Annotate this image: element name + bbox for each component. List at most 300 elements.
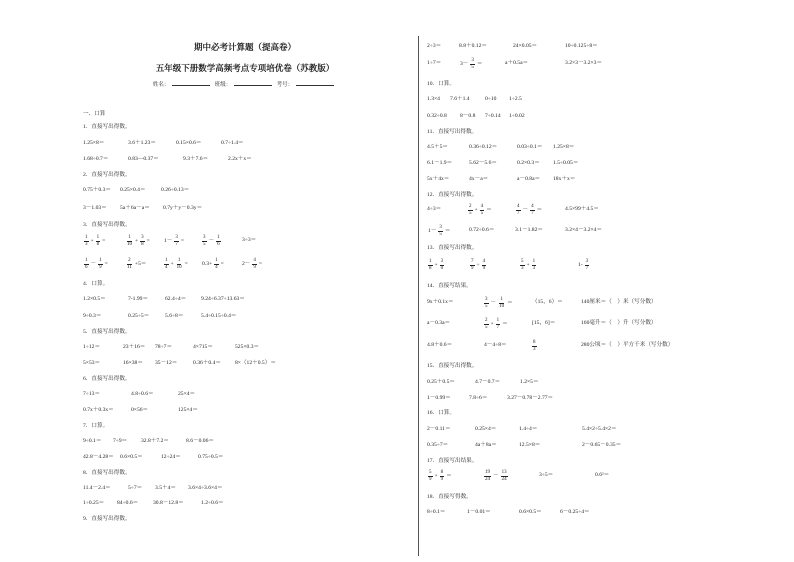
fraction xyxy=(252,258,257,270)
question-title xyxy=(427,243,477,253)
operator: +5＝ xyxy=(134,261,147,268)
question-title-text: 18．直接写得数。 xyxy=(427,494,472,500)
denominator: 3 xyxy=(532,265,536,271)
expression: 25×4＝ xyxy=(178,391,196,397)
fraction-expression xyxy=(427,225,452,237)
expression: 30.8－12.8＝ xyxy=(153,500,184,506)
question-title-text: 17．直接写出结果。 xyxy=(427,458,478,464)
fraction-expression xyxy=(459,58,484,70)
numerator: 5 xyxy=(521,259,524,264)
fraction xyxy=(530,204,535,216)
numerator: 4 xyxy=(480,204,484,209)
expression: 4.5×99＋4.5＝ xyxy=(565,206,599,212)
fraction xyxy=(480,204,485,216)
conversion-question: 140厘米＝（ ）米（写分数） xyxy=(581,299,657,305)
numerator: 2 xyxy=(485,318,488,323)
expression: 7÷13＝ xyxy=(83,391,101,397)
operator: + xyxy=(490,321,494,328)
question-title xyxy=(83,170,131,180)
denominator: 10 xyxy=(499,303,505,309)
question-title-text: 13．直接写出得数。 xyxy=(427,245,478,251)
denominator: 24 xyxy=(485,476,490,482)
denominator: 7 xyxy=(531,210,534,216)
numerator: 2 xyxy=(128,258,131,263)
fraction xyxy=(532,259,537,271)
operator: ＝ xyxy=(486,207,492,214)
question-title xyxy=(427,361,477,371)
fraction xyxy=(482,259,487,271)
fraction xyxy=(501,470,508,482)
numerator: 3 xyxy=(585,259,589,264)
expression: 3.6×4÷3.6×4＝ xyxy=(188,485,223,491)
expression: 0.7÷1.4＝ xyxy=(221,140,244,146)
numerator: 1 xyxy=(85,235,88,240)
operator: + xyxy=(90,238,94,245)
expression: 0.6×0.5＝ xyxy=(519,509,542,515)
question-title xyxy=(83,374,131,384)
exam-number-blank[interactable] xyxy=(296,80,334,86)
question-title-text: 14．直接写结果。 xyxy=(427,283,472,289)
expression: 5×53＝ xyxy=(83,360,101,366)
expression: 1.3×4 xyxy=(427,96,440,102)
fraction xyxy=(216,235,221,247)
denominator: 6 xyxy=(217,241,220,247)
expression: 0.32÷0.8 xyxy=(427,113,447,119)
numerator: 8 xyxy=(440,470,444,475)
fraction xyxy=(484,297,489,309)
fraction xyxy=(520,259,525,271)
operator: － xyxy=(490,300,497,307)
expression: 1÷12＝ xyxy=(83,344,101,350)
question-title-text: 12．直接写出得数。 xyxy=(427,192,478,198)
operator: 0.3+ xyxy=(202,261,213,268)
fraction-expression xyxy=(241,235,257,245)
question-title-text: 1．直接写出得数。 xyxy=(83,124,131,130)
denominator: 9 xyxy=(429,476,432,482)
expression: 9÷0.1＝ xyxy=(83,438,102,444)
expression: 1.2×5＝ xyxy=(520,379,539,385)
expression: 4.7－0.7＝ xyxy=(475,379,501,385)
expression: 0.03÷0.1＝ xyxy=(517,144,543,150)
denominator: 4 xyxy=(165,264,168,270)
operator: + xyxy=(434,262,438,269)
operator: = xyxy=(146,238,150,245)
expression: 3.1－1.82＝ xyxy=(515,227,543,233)
question-title-text: 2．直接写出得数。 xyxy=(83,172,131,178)
numerator: 1 xyxy=(99,258,102,263)
expression: 2÷3＝ xyxy=(427,43,442,49)
fraction xyxy=(585,259,590,271)
denominator: 7 xyxy=(496,324,500,330)
numerator: 19 xyxy=(485,470,490,475)
operator: ÷ xyxy=(476,262,480,269)
class-blank[interactable] xyxy=(234,80,272,86)
numerator: 3 xyxy=(175,235,178,240)
fraction xyxy=(532,340,537,352)
expression: 3.6＋1.23＝ xyxy=(128,140,156,146)
fraction-expression xyxy=(241,258,263,270)
expression: 4x－a＝ xyxy=(469,176,489,182)
fraction xyxy=(440,259,445,271)
expression: 24×0.05＝ xyxy=(513,43,538,49)
operator: = xyxy=(102,238,106,245)
expression: 5a＋6a－a＝ xyxy=(120,205,150,211)
question-title-text: 4．口算。 xyxy=(83,281,109,287)
numerator: 4 xyxy=(482,259,486,264)
expression: a－0.3a＝ xyxy=(427,320,451,326)
operator: ＝ xyxy=(476,61,483,68)
worksheet-title: 期中必考计算题（提高卷） xyxy=(193,42,296,52)
fraction xyxy=(140,235,145,247)
question-title xyxy=(83,514,131,524)
question-title xyxy=(83,468,131,478)
expression: 3.5＋4＝ xyxy=(155,485,176,491)
expression: 0.25×0.4＝ xyxy=(120,187,146,193)
expression: 0.75÷0.5＝ xyxy=(198,454,224,460)
expression: 1.68÷0.7＝ xyxy=(83,156,109,162)
denominator: 5 xyxy=(485,324,488,330)
expression-text: （15，6）＝ xyxy=(532,299,563,305)
expression: 18x＋x＝ xyxy=(553,176,576,182)
expression: 2.2x＋x＝ xyxy=(228,156,252,162)
expression: 3.2×3－3.2×3＝ xyxy=(565,60,603,66)
expression: 84÷0.6＝ xyxy=(117,500,139,506)
fraction xyxy=(484,470,491,482)
expression: 11.4－2.4＝ xyxy=(83,485,111,491)
fraction xyxy=(84,235,89,247)
fraction xyxy=(428,470,433,482)
numerator: 8 xyxy=(533,340,536,345)
fraction xyxy=(496,318,501,330)
operator: 2－ xyxy=(242,261,251,268)
expression: 1.25×8＝ xyxy=(83,140,105,146)
expression: 23＋16＝ xyxy=(123,344,146,350)
question-title-text: 3．直接写出得数。 xyxy=(83,222,131,228)
class-label: 班级： xyxy=(214,82,232,88)
denominator: 7 xyxy=(175,241,178,247)
expression: 16×38＝ xyxy=(123,360,143,366)
expression: 125×4＝ xyxy=(178,407,198,413)
expression: 0.75＋0.3＝ xyxy=(83,187,111,193)
expression: 4.8÷0.6＝ xyxy=(131,391,154,397)
question-title xyxy=(427,408,455,418)
expression: 7.6＋1.4 xyxy=(450,96,470,102)
operator: = xyxy=(180,238,185,245)
operator: = xyxy=(258,261,263,268)
question-title-text: 16．口算。 xyxy=(427,410,455,416)
expression: 5.6÷8＝ xyxy=(165,313,184,319)
conversion-question: 160毫升＝（ ）升（写分数） xyxy=(581,320,657,326)
fraction-expression xyxy=(83,258,109,270)
fraction-expression xyxy=(519,259,537,271)
conversion-question: 280公顷＝（ ）平方千米（写分数） xyxy=(581,342,674,348)
fraction-expression xyxy=(577,259,590,271)
expression: 3.2×4－3.2×4＝ xyxy=(565,227,603,233)
question-title xyxy=(427,456,477,466)
numerator: 1 xyxy=(177,258,181,263)
denominator: 5 xyxy=(439,231,442,237)
fraction-expression xyxy=(125,235,151,247)
expression: 0.25×4＝ xyxy=(475,426,497,432)
numerator: 3 xyxy=(141,235,144,240)
denominator: 4 xyxy=(215,264,218,270)
fraction xyxy=(440,470,445,482)
numerator: 3 xyxy=(471,58,474,63)
expression: 1.2÷0.6＝ xyxy=(201,500,224,506)
expression: 7÷9＝ xyxy=(113,438,128,444)
denominator: 6 xyxy=(85,264,88,270)
fraction xyxy=(84,258,89,270)
expression: 4.8＋0.6＝ xyxy=(427,342,453,348)
expression: 0.6²＝ xyxy=(595,472,610,478)
numerator: 3 xyxy=(439,225,442,230)
operator: + xyxy=(526,262,530,269)
numerator: 1 xyxy=(165,258,168,263)
fraction xyxy=(516,204,521,216)
fraction xyxy=(214,258,219,270)
question-title xyxy=(427,79,455,89)
operator: － xyxy=(522,207,529,214)
denominator: 11 xyxy=(127,264,132,270)
expression: 7÷0.14 xyxy=(485,113,501,119)
question-title xyxy=(427,127,477,137)
operator: 1－ xyxy=(428,228,437,235)
expression: 1÷2.5 xyxy=(509,96,522,102)
expression: 6.1－1.9＝ xyxy=(427,160,453,166)
expression: 0.2×0.3＝ xyxy=(517,160,540,166)
expression: 1－0.01＝ xyxy=(467,509,491,515)
fraction xyxy=(176,258,183,270)
fraction xyxy=(438,225,443,237)
fraction-expression xyxy=(469,259,487,271)
expression: 8.8＋0.12＝ xyxy=(459,43,487,49)
operator: － xyxy=(90,261,97,268)
numerator: 1 xyxy=(96,235,100,240)
numerator: 1 xyxy=(217,235,220,240)
denominator: 10 xyxy=(127,241,132,247)
expression: 1.2×0.5＝ xyxy=(83,296,106,302)
denominator: 8 xyxy=(141,241,144,247)
operator: － xyxy=(493,473,499,480)
fraction xyxy=(96,235,101,247)
expression: 6－0.25÷4＝ xyxy=(560,509,590,515)
expression: 8×（12＋0.5）＝ xyxy=(235,360,276,366)
expression: 42.8－4.28＝ xyxy=(83,454,114,460)
expression: 0.36÷0.12＝ xyxy=(469,144,498,150)
fraction-expression xyxy=(163,235,185,247)
question-title-text: 8．直接写出得数。 xyxy=(83,470,131,476)
question-title-text: 9．直接写出得数。 xyxy=(83,516,131,522)
fraction-expression xyxy=(125,258,147,270)
fraction-expression xyxy=(483,470,509,482)
operator: 1－ xyxy=(164,238,173,245)
fraction xyxy=(126,235,133,247)
numerator: 1 xyxy=(215,258,218,263)
question-title-text: 5．直接写出得数。 xyxy=(83,329,131,335)
fraction xyxy=(98,258,103,270)
operator: 3－ xyxy=(460,61,469,68)
expression: 9.3＋7.6＝ xyxy=(183,156,209,162)
expression: 0.15×0.6＝ xyxy=(176,140,202,146)
fraction xyxy=(484,318,489,330)
column-divider xyxy=(418,36,419,556)
denominator: 5 xyxy=(480,210,484,216)
expression: 0.6×0.5＝ xyxy=(120,454,143,460)
expression: 5x＋4x＝ xyxy=(427,176,450,182)
numerator: 3 xyxy=(485,297,488,302)
expression: 5.4×2÷5.4×2＝ xyxy=(582,426,617,432)
numerator: 1 xyxy=(532,259,536,264)
expression: 0.72÷0.6＝ xyxy=(469,227,495,233)
operator: + xyxy=(434,473,438,480)
denominator: 5 xyxy=(203,241,206,247)
expression xyxy=(531,318,556,328)
expression: 4×715＝ xyxy=(193,344,213,350)
numerator: 1 xyxy=(429,259,432,264)
fraction-expression xyxy=(83,235,106,247)
expression: 0.83—0.37＝ xyxy=(128,156,159,162)
fraction xyxy=(428,259,433,271)
denominator: 5 xyxy=(469,210,472,216)
expression: 32.8＋7.2＝ xyxy=(141,438,169,444)
question-title-text: 6．直接写出得数。 xyxy=(83,376,131,382)
expression: 4.5＋5＝ xyxy=(427,144,448,150)
expression: 0÷10 xyxy=(485,96,497,102)
expression-text: 3÷3＝ xyxy=(242,237,257,243)
fraction xyxy=(470,259,475,271)
operator: 1- xyxy=(578,262,583,269)
section-heading xyxy=(83,109,105,119)
expression: a＋0.5a＝ xyxy=(505,60,529,66)
fraction xyxy=(470,58,475,70)
expression: 0.7y＋y－0.3y＝ xyxy=(163,205,203,211)
expression: 525×0.3＝ xyxy=(235,344,260,350)
numerator: 5 xyxy=(429,470,432,475)
expression: 8÷0.1＝ xyxy=(427,509,446,515)
expression xyxy=(531,340,538,352)
denominator: 9 xyxy=(440,476,444,482)
expression: 9÷0.3＝ xyxy=(83,313,102,319)
operator: ＝ xyxy=(507,300,513,307)
denominator: 3 xyxy=(85,241,88,247)
numerator: 1 xyxy=(500,297,503,302)
numerator: 7 xyxy=(471,259,474,264)
denominator: 9 xyxy=(253,264,256,270)
expression: 8.6－0.06＝ xyxy=(186,438,214,444)
expression: 0.36＋0.4＝ xyxy=(193,360,221,366)
denominator: 9 xyxy=(482,265,486,271)
expression: 78÷7＝ xyxy=(155,344,173,350)
operator: 4－4÷8＝ xyxy=(484,342,507,348)
worksheet-subtitle: 五年级下册数学高频考点专项培优卷（苏教版） xyxy=(155,63,335,73)
denominator: 9 xyxy=(471,265,474,271)
expression: 8－0.8 xyxy=(460,113,476,119)
denominator: 10 xyxy=(176,264,182,270)
question-title xyxy=(427,492,472,502)
fraction-expression xyxy=(483,340,508,350)
numerator: 3 xyxy=(440,259,444,264)
expression: 62.4÷4＝ xyxy=(165,296,187,302)
expression: 0.25＋0.5＝ xyxy=(427,379,455,385)
fraction xyxy=(468,204,473,216)
numerator: 4 xyxy=(531,204,534,209)
expression: 5.62－5.6＝ xyxy=(469,160,497,166)
denominator: 7 xyxy=(585,265,589,271)
numerator: 3 xyxy=(203,235,206,240)
expression: 3÷5＝ xyxy=(539,472,554,478)
fraction xyxy=(174,235,179,247)
expression: 5÷7＝ xyxy=(128,485,143,491)
question-title xyxy=(427,190,477,200)
question-title xyxy=(83,327,131,337)
name-blank[interactable] xyxy=(172,80,210,86)
question-title xyxy=(83,421,108,431)
expression: 0.25÷5＝ xyxy=(128,313,150,319)
expression: 4a＋8a＝ xyxy=(475,442,497,448)
expression: 0.26÷0.13＝ xyxy=(161,187,190,193)
numerator: 2 xyxy=(469,204,472,209)
numerator: 4 xyxy=(517,204,520,209)
question-title-text: 15．直接写出得数。 xyxy=(427,363,478,369)
question-title xyxy=(427,281,472,291)
operator: + xyxy=(135,238,139,245)
question-title-text: 10．口算。 xyxy=(427,81,455,87)
fraction-expression xyxy=(201,235,222,247)
operator: ＝ xyxy=(444,228,451,235)
question-title xyxy=(83,220,131,230)
expression: 10÷0.125÷8＝ xyxy=(565,43,598,49)
operator: + xyxy=(170,261,174,268)
expression: 2－0.65－0.35＝ xyxy=(582,442,622,448)
denominator: 8 xyxy=(96,241,100,247)
student-info-line xyxy=(80,80,410,88)
expression: 35－12＝ xyxy=(155,360,178,366)
expression: 1÷0.02 xyxy=(509,113,525,119)
numerator: 1 xyxy=(496,318,500,323)
expression: 0.35÷7＝ xyxy=(427,442,449,448)
fraction-expression xyxy=(467,204,493,216)
expression: 1÷7＝ xyxy=(427,60,442,66)
denominator: 5 xyxy=(471,64,474,70)
fraction-expression xyxy=(201,258,225,270)
expression: 1.25×8＝ xyxy=(553,144,575,150)
expression-text: [15，6]＝ xyxy=(532,320,556,326)
expression: 7.8÷6＝ xyxy=(469,395,488,401)
expression: 4÷3＝ xyxy=(427,206,442,212)
expression: a－0.8a＝ xyxy=(517,176,541,182)
question-title-text: 一、口算 xyxy=(83,111,106,117)
denominator: 3 xyxy=(521,265,524,271)
fraction-expression xyxy=(427,259,445,271)
fraction xyxy=(498,297,505,309)
denominator: 24 xyxy=(501,476,507,482)
numerator: 1 xyxy=(128,235,131,240)
expression: 7-1.99＝ xyxy=(128,296,149,302)
numerator: 4 xyxy=(253,258,256,263)
expression: 3.27－0.78－2.77＝ xyxy=(507,395,554,401)
operator: + xyxy=(474,207,478,214)
fraction xyxy=(126,258,133,270)
fraction xyxy=(202,235,207,247)
question-title-text: 7．口算。 xyxy=(83,423,109,429)
expression: 1.5÷0.05＝ xyxy=(553,160,579,166)
denominator: 3 xyxy=(533,346,536,352)
operator: = xyxy=(220,261,224,268)
expression: 12÷24＝ xyxy=(161,454,181,460)
operator: = xyxy=(184,261,188,268)
operator: － xyxy=(208,238,215,245)
denominator: 5 xyxy=(485,303,488,309)
